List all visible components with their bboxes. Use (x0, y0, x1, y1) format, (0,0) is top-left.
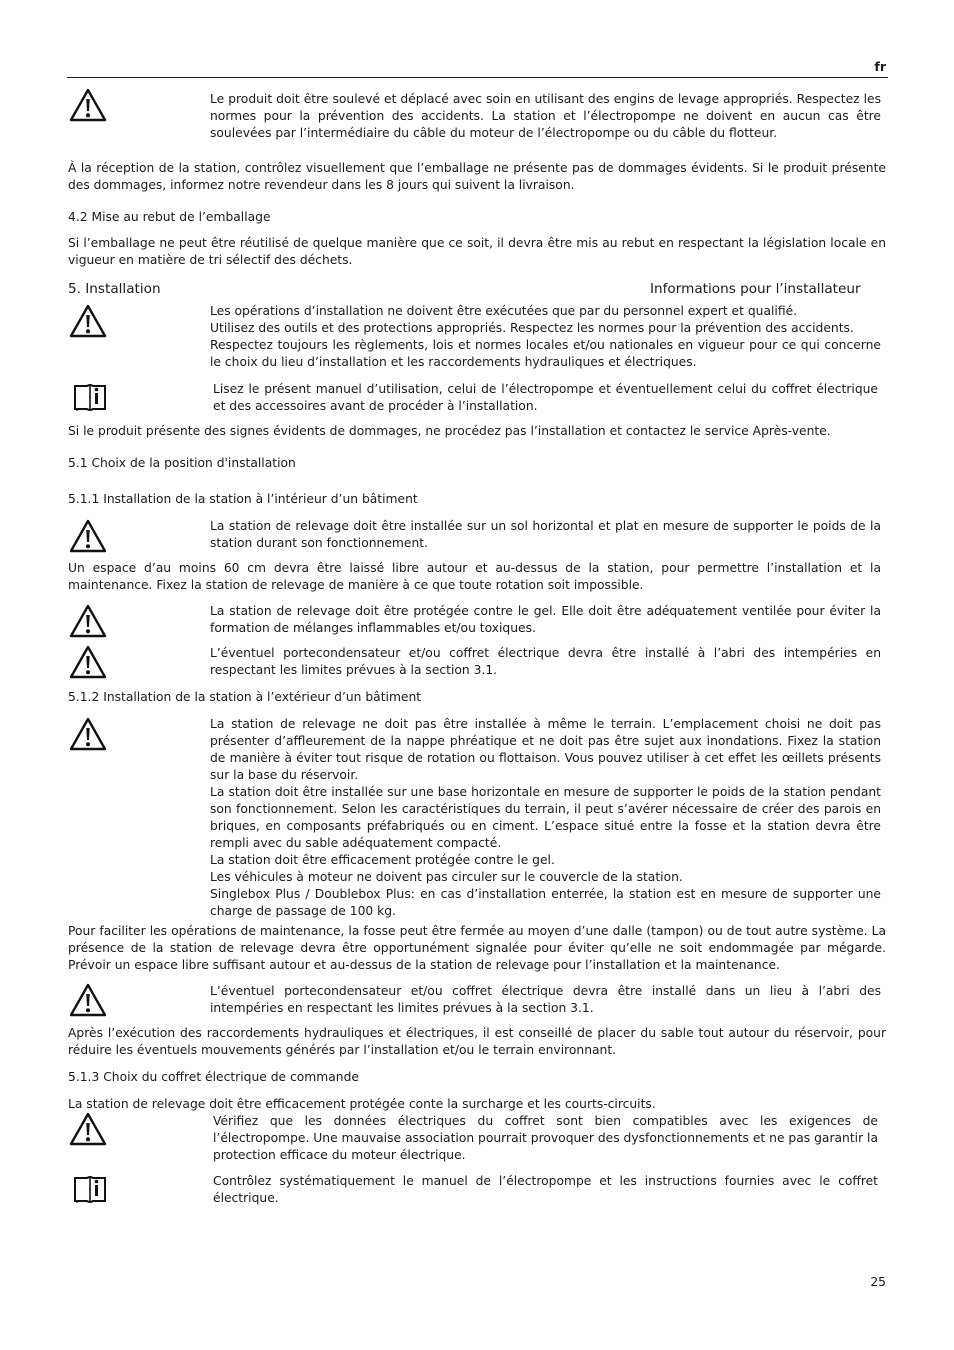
warning-triangle-icon (69, 1112, 109, 1148)
paragraph-apres: Après l’exécution des raccordements hydrauliques et électriques, il est conseillé de placer du sable tout autour du réservoir, pour réduire les éventuels mouvements générés par l’installation et/ou le terrain environnant. (68, 1026, 886, 1057)
info-text-read-manual: Lisez le présent manuel d’utilisation, celui de l’électropompe et éventuellement celui du coffret électrique et des accessoires avant de procéder à l’installation. (213, 382, 878, 413)
warning-triangle-icon (69, 983, 109, 1019)
warning-triangle-icon (69, 88, 109, 124)
section-heading-5: 5. Installation (68, 281, 161, 297)
section-heading-5-1-1: 5.1.1 Installation de la station à l’intérieur d’un bâtiment (68, 492, 418, 506)
section-heading-4-2: 4.2 Mise au rebut de l’emballage (68, 210, 271, 224)
paragraph-reception: À la réception de la station, contrôlez visuellement que l’emballage ne présente pas de dommages évidents. Si le produit présente des dommages, informez notre revendeur dans les 8 jours qui suivent la livraison. (68, 161, 886, 192)
warning-line-5: Singlebox Plus / Doublebox Plus: en cas d’installation enterrée, la station est en mesure de supporter une charge de passage de 100 kg. (210, 887, 881, 918)
warning-triangle-icon (69, 645, 109, 681)
paragraph-espace: Un espace d’au moins 60 cm devra être laissé libre autour et au-dessus de la station, pour permettre l’installation et la maintenance. Fixez la station de relevage de manière à ce que toute rotation soit impossible. (68, 561, 881, 592)
warning-triangle-icon (69, 604, 109, 640)
paragraph-protegee: La station de relevage doit être efficacement protégée conte la surcharge et les courts-circuits. (68, 1097, 656, 1111)
warning-text-outdoor (210, 716, 881, 920)
warning-text-electrical: Vérifiez que les données électriques du coffret sont bien compatibles avec les exigences de l’électropompe. Une mauvaise association pourrait provoquer des dysfonctionnements et ne pas garantir la protection efficace du moteur électrique. (213, 1114, 878, 1162)
language-tag: fr (874, 59, 886, 74)
warning-line-3: La station doit être efficacement protégée contre le gel. (210, 853, 555, 867)
warning-text-lifting: Le produit doit être soulevé et déplacé avec soin en utilisant des engins de levage appropriés. Respectez les normes pour la prévention des accidents. La station et l’électropompe ne doivent en aucun cas être soulevées par l’intermédiaire du câble du moteur de l’électropompe ou du câble du flotteur. (210, 92, 881, 140)
warning-text-frost: La station de relevage doit être protégée contre le gel. Elle doit être adéquatement ventilée pour éviter la formation de mélanges inflammables et/ou toxiques. (210, 604, 881, 635)
section-heading-5-1-2: 5.1.2 Installation de la station à l’extérieur d’un bâtiment (68, 690, 422, 704)
warning-text-condenser: L’éventuel portecondensateur et/ou coffret électrique devra être installé à l’abri des intempéries en respectant les limites prévues à la section 3.1. (210, 646, 881, 677)
warning-triangle-icon (69, 304, 109, 340)
warning-line-2: Utilisez des outils et des protections appropriés. Respectez les normes pour la prévention des accidents. (210, 321, 854, 335)
paragraph-maintenance: Pour faciliter les opérations de maintenance, la fosse peut être fermée au moyen d’une dalle (tampon) ou de tout autre système. La présence de la station de relevage devra être opportunément signalée pour éviter qu’elle ne soit endommagée par mégarde. Prévoir un espace libre suffisant autour et au-dessus de la station de relevage pour l’installation et la maintenance. (68, 924, 886, 972)
section-heading-5-1-3: 5.1.3 Choix du coffret électrique de commande (68, 1070, 359, 1084)
info-text-check-manual: Contrôlez systématiquement le manuel de l’électropompe et les instructions fournies avec le coffret électrique. (213, 1174, 878, 1205)
warning-text-installation (210, 303, 881, 371)
warning-line-1: La station de relevage ne doit pas être installée à même le terrain. L’emplacement choisi ne doit pas présenter d’affleurement de la nappe phréatique et ne doit pas être sujet aux inondations. Fixez la station de manière à éviter tout risque de rotation ou flottaison. Vous pouvez utiliser à cet effet les œillets présents sur la base du réservoir. (210, 717, 881, 782)
warning-triangle-icon (69, 519, 109, 555)
page-number: 25 (870, 1275, 886, 1289)
warning-line-2: La station doit être installée sur une base horizontale en mesure de supporter le poids de la station pendant son fonctionnement. Selon les caractéristiques du terrain, il peut s’avérer nécessaire de créer des parois en briques, en composants préfabriqués ou en ciment. L’espace situé entre la fosse et la station devra être rempli avec du sable adéquatement compacté. (210, 785, 881, 850)
warning-line-3: Respectez toujours les règlements, lois et normes locales et/ou nationales en vigueur pour ce qui concerne le choix du lieu d’installation et les raccordements hydrauliques et électriques. (210, 338, 881, 369)
warning-text-floor: La station de relevage doit être installée sur un sol horizontal et plat en mesure de supporter le poids de la station durant son fonctionnement. (210, 519, 881, 550)
manual-info-icon (72, 1173, 112, 1209)
warning-line-4: Les véhicules à moteur ne doivent pas circuler sur le couvercle de la station. (210, 870, 683, 884)
warning-triangle-icon (69, 717, 109, 753)
header-rule (67, 77, 888, 78)
paragraph-rebut: Si l’emballage ne peut être réutilisé de quelque manière que ce soit, il devra être mis au rebut en respectant la législation locale en vigueur en matière de tri sélectif des déchets. (68, 236, 886, 267)
warning-text-condenser-outdoor: L’éventuel portecondensateur et/ou coffret électrique devra être installé dans un lieu à l’abri des intempéries en respectant les limites prévues à la section 3.1. (210, 984, 881, 1015)
section-heading-5-1: 5.1 Choix de la position d'installation (68, 456, 296, 470)
paragraph-dommages: Si le produit présente des signes évidents de dommages, ne procédez pas l’installation et contactez le service Après-vente. (68, 424, 831, 438)
section-subtitle-installer: Informations pour l’installateur (650, 281, 861, 297)
manual-info-icon (72, 381, 112, 417)
warning-line-1: Les opérations d’installation ne doivent être exécutées que par du personnel expert et qualifié. (210, 304, 798, 318)
